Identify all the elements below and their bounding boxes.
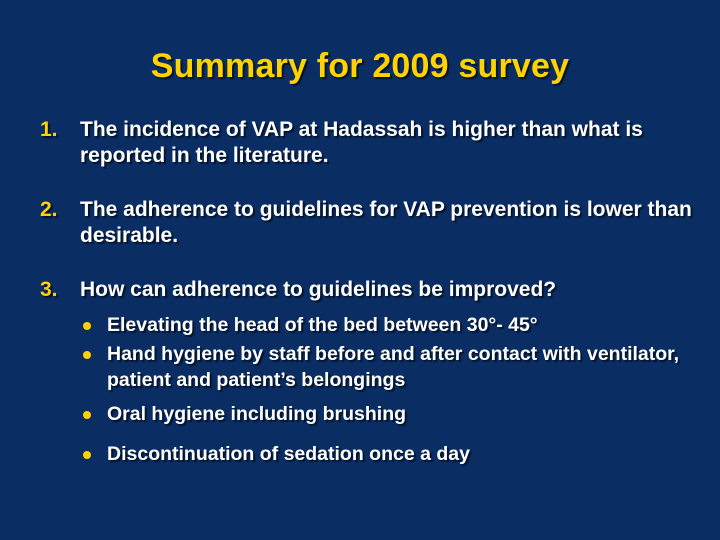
list-text-3: How can adherence to guidelines be improved?: [80, 278, 557, 301]
slide-title: Summary for 2009 survey: [150, 47, 570, 85]
list-number-2: 2.: [40, 198, 58, 221]
list-item-1: [40, 117, 700, 169]
list-number-3: 3.: [40, 278, 58, 301]
sub-bullet-text-4: Discontinuation of sedation once a day: [107, 443, 470, 465]
sub-bullet-3: [80, 401, 700, 427]
sub-bullet-1: [80, 312, 700, 338]
list-text-2: The adherence to guidelines for VAP prevention is lower than desirable.: [80, 198, 692, 247]
list-item-3: [40, 277, 700, 467]
list-number-1: 1.: [40, 118, 58, 141]
bullet-dot-icon: [83, 411, 91, 419]
sub-bullet-2: [80, 341, 700, 393]
list-text-1: The incidence of VAP at Hadassah is higher than what is reported in the literature.: [80, 118, 643, 167]
sub-bullet-text-3: Oral hygiene including brushing: [107, 403, 407, 425]
sub-bullet-4: [80, 441, 700, 467]
numbered-list: [40, 117, 700, 475]
sub-bullet-text-1: Elevating the head of the bed between 30°- 45°: [107, 314, 538, 336]
sub-bullet-text-2: Hand hygiene by staff before and after contact with ventilator, patient and patient’s belongings: [107, 343, 680, 391]
bullet-dot-icon: [83, 351, 91, 359]
bullet-dot-icon: [83, 451, 91, 459]
sub-bullet-list: [80, 312, 700, 467]
bullet-dot-icon: [83, 322, 91, 330]
list-item-2: [40, 197, 700, 249]
